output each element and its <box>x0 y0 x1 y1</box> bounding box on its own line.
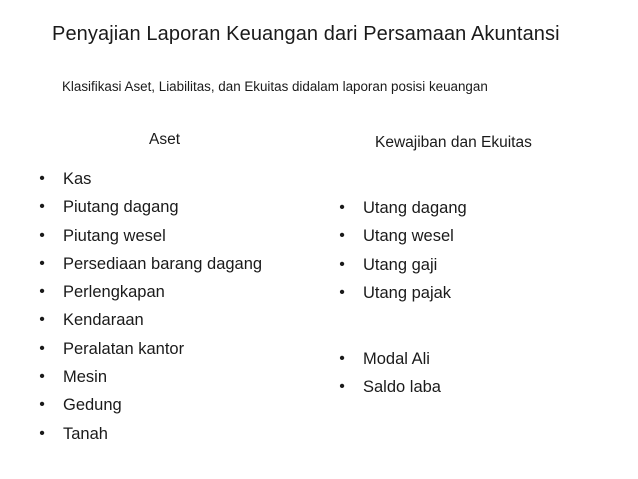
liabilities-equity-heading: Kewajiban dan Ekuitas <box>375 134 532 151</box>
list-item-label: Utang gaji <box>363 255 438 274</box>
list-item <box>336 251 467 279</box>
list-item-label: Gedung <box>63 396 122 415</box>
list-item <box>36 165 262 193</box>
list-item <box>336 279 467 307</box>
bullet-icon: • <box>339 283 345 301</box>
bullet-icon: • <box>39 170 45 187</box>
slide-subtitle: Klasifikasi Aset, Liabilitas, dan Ekuitas didalam laporan posisi keuangan <box>62 79 488 94</box>
list-item-label: Saldo laba <box>363 378 441 397</box>
list-item <box>36 306 262 334</box>
list-item <box>36 363 262 391</box>
bullet-icon: • <box>39 396 45 414</box>
bullet-icon: • <box>339 227 345 245</box>
list-item-label: Persediaan barang dagang <box>63 254 263 273</box>
list-item <box>36 391 262 419</box>
list-item-label: Kendaraan <box>63 311 144 330</box>
list-item-label: Mesin <box>63 368 108 387</box>
list-item-label: Perlengkapan <box>63 283 165 302</box>
bullet-icon: • <box>339 199 345 216</box>
bullet-icon: • <box>39 424 45 442</box>
slide-title: Penyajian Laporan Keuangan dari Persamaan Akuntansi <box>52 23 560 45</box>
bullet-icon: • <box>39 368 45 386</box>
bullet-icon: • <box>39 311 45 329</box>
list-item <box>336 345 441 373</box>
list-item-label: Utang pajak <box>363 283 452 302</box>
list-item <box>36 193 262 221</box>
bullet-icon: • <box>339 350 345 367</box>
liabilities-list <box>336 194 467 307</box>
list-item-label: Modal Ali <box>363 350 430 368</box>
list-item <box>36 420 262 448</box>
list-item-label: Kas <box>63 170 92 188</box>
bullet-icon: • <box>339 378 345 396</box>
list-item-label: Tanah <box>63 424 108 443</box>
list-item <box>36 335 262 363</box>
list-item-label: Utang wesel <box>363 227 454 246</box>
list-item <box>336 373 441 401</box>
list-item <box>36 278 262 306</box>
assets-heading: Aset <box>149 131 181 148</box>
bullet-icon: • <box>39 198 45 216</box>
bullet-icon: • <box>339 255 345 273</box>
bullet-icon: • <box>39 226 45 244</box>
list-item <box>36 250 262 278</box>
bullet-icon: • <box>39 339 45 357</box>
list-item <box>336 194 467 222</box>
list-item-label: Piutang dagang <box>63 198 179 217</box>
list-item-label: Utang dagang <box>363 199 467 217</box>
list-item <box>36 222 262 250</box>
bullet-icon: • <box>39 254 45 272</box>
assets-list <box>36 165 262 448</box>
list-item <box>336 222 467 250</box>
list-item-label: Peralatan kantor <box>63 339 185 358</box>
list-item-label: Piutang wesel <box>63 226 166 245</box>
bullet-icon: • <box>39 283 45 301</box>
equity-list <box>336 345 441 402</box>
